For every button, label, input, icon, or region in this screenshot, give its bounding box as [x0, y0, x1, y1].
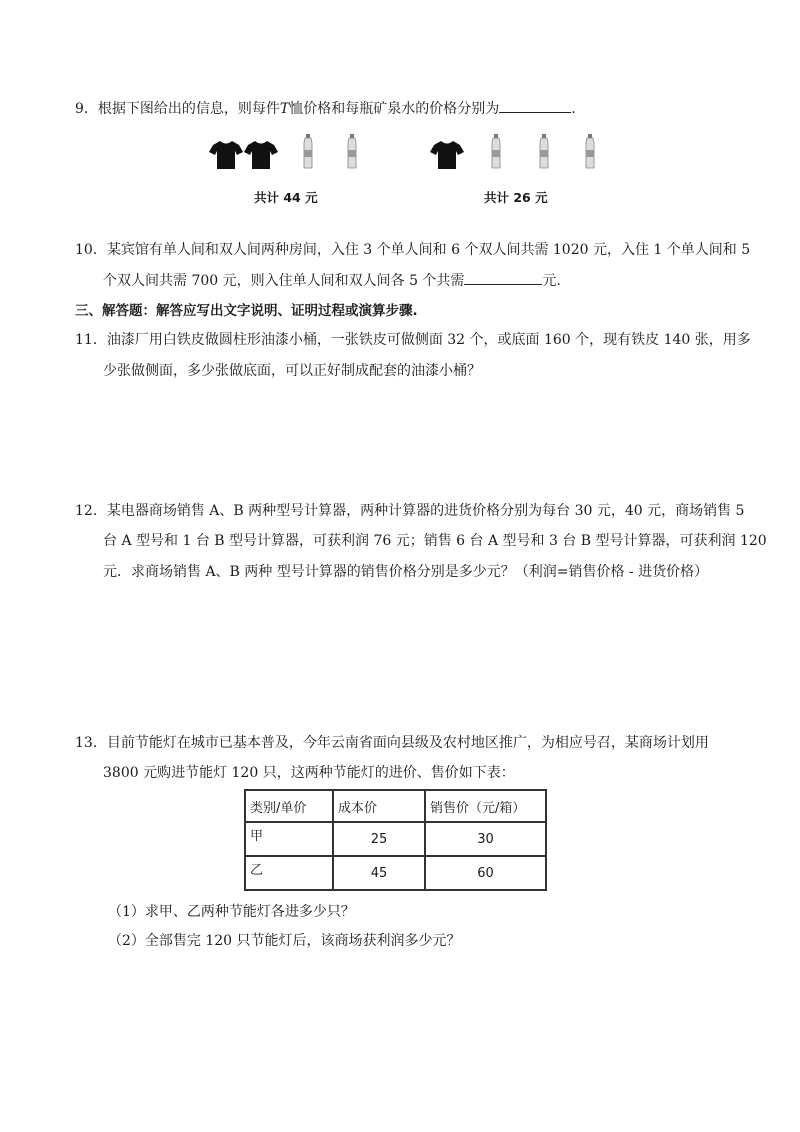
q13-sub2: （2）全部售完 120 只节能灯后，该商场获利润多少元？ [108, 933, 461, 949]
q11-line1-text: 油漆厂用白铁皮做圆柱形油漆小桶，一张铁皮可做侧面 32 个，或底面 160 个，现有铁皮 140 张，用多 [106, 332, 751, 348]
water-bottle-icon [584, 134, 596, 170]
table-header-cell: 销售价（元/箱） [425, 790, 546, 822]
q12-line2: 台 A 型号和 1 台 B 型号计算器，可获利润 76 元；销售 6 台 A 型号和 3 台 B 型号计算器，可获利润 120 [103, 533, 767, 549]
q12-number: 12． [75, 503, 107, 519]
table-header-cell: 类别/单价 [245, 790, 333, 822]
q9-figure [200, 132, 580, 212]
water-bottle-icon [490, 134, 502, 170]
section-title: 三、解答题：解答应写出文字说明、证明过程或演算步骤. [75, 303, 418, 319]
q13-number: 13． [75, 735, 107, 751]
table-cell: 45 [333, 856, 425, 890]
q13-sub1: （1）求甲、乙两种节能灯各进多少只？ [108, 904, 355, 920]
q11-line2: 少张做侧面，多少张做底面，可以正好制成配套的油漆小桶？ [103, 363, 481, 379]
q10-line2-pre: 个双人间共需 700 元，则入住单人间和双人间各 5 个共需 [103, 273, 465, 289]
tshirt-icon [244, 140, 278, 170]
q9-text-t: T [279, 101, 290, 117]
q9-number: 9． [75, 101, 98, 117]
water-bottle-icon [302, 134, 314, 170]
table-cell: 25 [333, 822, 425, 856]
q11-line1 [75, 330, 751, 350]
q10-line2-post: 元. [542, 273, 561, 289]
q10-number: 10． [75, 242, 107, 258]
q10-answer-blank[interactable] [464, 270, 542, 285]
table-row [245, 856, 546, 890]
q9-text [75, 98, 576, 119]
q9-text-pre: 根据下图给出的信息，则每件 [97, 101, 280, 117]
q9-left-caption: 共计 44 元 [254, 190, 318, 205]
tshirt-icon [209, 140, 243, 170]
tshirt-icon [430, 140, 464, 170]
q9-text-post: 恤价格和每瓶矿泉水的价格分别为 [289, 101, 500, 117]
table-header-row [245, 790, 546, 822]
price-table [244, 789, 547, 891]
q12-line1-text: 某电器商场销售 A、B 两种型号计算器，两种计算器的进货价格分别为每台 30 元，40 元，商场销售 5 [106, 503, 745, 519]
q12-line1 [75, 501, 744, 521]
table-row [245, 822, 546, 856]
q10-line1 [75, 240, 750, 260]
q10-line2 [103, 270, 561, 291]
table-cell: 甲 [245, 822, 333, 856]
q9-answer-blank[interactable] [499, 98, 571, 113]
q9-end: . [571, 101, 576, 117]
table-cell: 乙 [245, 856, 333, 890]
q12-line3: 元．求商场销售 A、B 两种 型号计算器的销售价格分别是多少元？（利润=销售价格 - 进货价格） [103, 564, 709, 580]
table-cell: 60 [425, 856, 546, 890]
q9-right-caption: 共计 26 元 [484, 190, 548, 205]
q13-line1 [75, 733, 709, 753]
water-bottle-icon [346, 134, 358, 170]
q11-number: 11． [75, 332, 107, 348]
q13-line1-text: 目前节能灯在城市已基本普及，今年云南省面向县级及农村地区推广，为相应号召，某商场计划用 [106, 735, 709, 751]
table-header-cell: 成本价 [333, 790, 425, 822]
table-cell: 30 [425, 822, 546, 856]
water-bottle-icon [538, 134, 550, 170]
q10-line1-text: 某宾馆有单人间和双人间两种房间，入住 3 个单人间和 6 个双人间共需 1020 元，入住 1 个单人间和 5 [106, 242, 751, 258]
q13-line2: 3800 元购进节能灯 120 只，这两种节能灯的进价、售价如下表： [103, 765, 515, 781]
